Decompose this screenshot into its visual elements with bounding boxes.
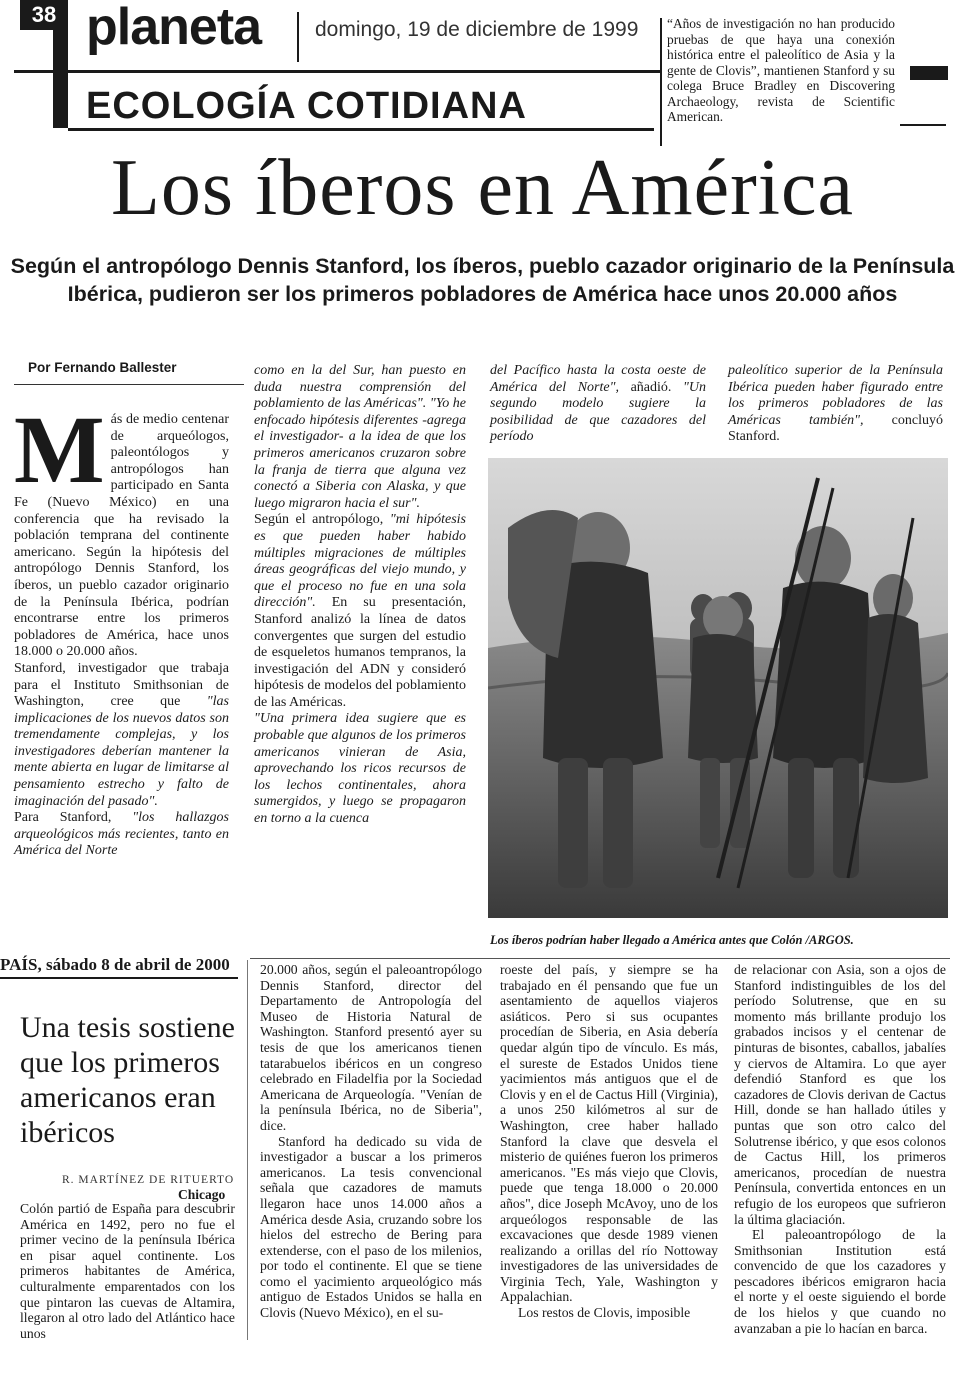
pull-quote: “Años de investigación no han producido pruebas de que haya una conexión histórica entre el paleolítico de Asia y la gente de Clovis”, mantienen Stanford y su colega Bruce Bradley en Discovering Archaeology, revista de Scientific American. [667, 16, 895, 124]
quote-text: "los hallazgos arqueológicos más recientes, tanto en América del Norte [14, 810, 229, 859]
article2-column-3 [500, 962, 718, 1321]
page-number: 38 [20, 0, 68, 30]
article2-column-2 [260, 962, 482, 1321]
article-column-2 [254, 363, 466, 828]
paragraph: 20.000 años, según el paleoantropólogo Dennis Stanford, director del Departamento de Antropología del Museo de Historia Natural de Washington. Stanford presentó ayer su tesis de que los americanos tienen tatarabuelos ibéricos en un congreso celebrado en Filadelfia por la Sociedad Americana de Arqueología. "Venían de la península Ibérica, no de Siberia", dice. [260, 962, 482, 1133]
article2-column-1 [20, 1201, 235, 1341]
article2-headline: Una tesis sostiene que los primeros americanos eran ibéricos [20, 1011, 235, 1149]
byline: Por Fernando Ballester [28, 360, 177, 375]
paragraph: El paleoantropólogo de la Smithsonian Institution está convencido de que los cazadores y pescadores ibéricos emigraron hacia el norte y el oeste siguiendo el borde de los hielos y que cuando no avanzaban a pie lo hacían en barca. [734, 1227, 946, 1336]
article-headline: Los íberos en América [111, 144, 854, 232]
article-column-4 [728, 363, 943, 446]
paragraph: En su presentación, Stanford analizó la línea de datos convergentes que surgen del estudio de esqueletos humanos tempranos, la investigación del ADN y consideró hipótesis de modelos del poblamiento de las Américas. [254, 595, 466, 710]
quote-bar [910, 66, 948, 80]
quote-rule [900, 124, 946, 126]
paragraph: de relacionar con Asia, son a ojos de Stanford indistinguibles de los del período Solutrense, que en su momento más brillante produjo los grabados incisos y el centenar de pinturas de bisontes, caballos, jabalíes y ciervos de Altamira. Lo que ayer defendió Stanford es que los cazadores de Clovis derivan de Cactus Hill, donde se han hallado útiles y puntas que son otro calco del Solutrense ibérico, y que esos colonos de Cactus Hill, los primeros americanos, procedían de nuestra Península, convertida entonces en un refugio de los europeos que sufrieron la última glaciación. [734, 962, 946, 1227]
section-divider [250, 958, 950, 959]
subsection-title: ECOLOGÍA COTIDIANA [86, 85, 527, 127]
paragraph: Los restos de Clovis, imposible [518, 1305, 691, 1321]
subsection-rule [68, 128, 654, 131]
article-column-1 [14, 396, 229, 860]
quote-text: "Un segundo modelo sugiere la posibilidad de que cazadores del período [490, 379, 706, 445]
article2-column-4 [734, 962, 946, 1336]
paragraph: Stanford, investigador que trabaja para el Instituto Smithsonian de Washington, cree que [14, 660, 229, 710]
paragraph: ás de medio centenar de arqueólogos, paleontólogos y antropólogos han participado en Santa Fe (Nuevo México) en una conferencia que ha revisado la población temprana del continente americano. Según la hipótesis del antropólogo Dennis Stanford, los íberos, un pueblo cazador originario de la Península Ibérica, podrían encontrarse entre los primeros pobladores de América, hace unos 18.000 o 20.000 años. [14, 412, 229, 660]
publication-date: domingo, 19 de diciembre de 1999 [315, 18, 639, 41]
caption-credit: /ARGOS. [802, 933, 854, 947]
article2-location: Chicago [178, 1187, 226, 1202]
paragraph: concluyó Stanford. [728, 412, 943, 445]
paragraph: Según el antropólogo, [254, 512, 390, 528]
header-separator [297, 12, 299, 62]
paragraph: Colón partió de España para descubrir América en 1492, pero no fue el primer vecino de la península Ibérica en pisar aquel continente. Los primeros habitantes de América, culturalmente emparentados con los que pintaron las cuevas de Altamira, llegaron al otro lado del Atlántico hace unos [20, 1201, 235, 1341]
quote-text: "mi hipótesis es que pueden haber habido múltiples migraciones de múltiples áreas geográficas del viejo mundo, y que el proceso no fue en una sola dirección". [254, 512, 466, 611]
photo-caption [490, 933, 854, 948]
left-black-bar [53, 30, 68, 128]
article2-byline: R. MARTÍNEZ DE RITUERTO [62, 1174, 235, 1186]
quote-text: del Pacífico hasta la costa oeste de América del Norte", [490, 363, 706, 395]
quote-divider [660, 18, 662, 146]
illustration-drawing [488, 458, 948, 918]
paragraph: Stanford ha dedicado su vida de investigador a buscar a los primeros americanos. La tesis convencional señala que cazadores de mamuts llegaron hace unos 14.000 años a América desde Asia, cruzando sobre los hielos del estrecho de Bering para extenderse, con el paso de los milenios, por todo el continente. El que se tiene como el yacimiento arqueológico más antiguo de Estados Unidos se halla en Clovis (Nuevo México), en el su- [260, 1133, 482, 1321]
quote-text: como en la del Sur, han puesto en duda nuestra comprensión del poblamiento de las Américas". "Yo he enfocado hipótesis diferentes -agrega el investigador- a la idea de que los primeros americanos cruzaron sobre la franja de tierra que alguna vez conectó a Siberia con Alaska, y que luego migraron hacia el sur". [254, 363, 466, 511]
article-column-3 [490, 363, 706, 446]
paragraph: roeste del país, y siempre se ha trabajado en él pensando que fue un asentamiento de aquellos viajeros asiáticos. Pero si sus ocupantes procedían de Siberia, en Asia debería quedar algún tipo de vínculo. Es más, el sureste de Estados Unidos tiene yacimientos más antiguos que el de Clovis y en el de Cactus Hill (Virginia), a unos 250 kilómetros al sur de Washington, cree haber hallado Stanford la clave que desvela el misterio de quiénes fueron los primeros americanos. "Es más viejo que Clovis, puede que tenga 18.000 o 20.000 años", dice Joseph McAvoy, uno de los arqueólogos responsable de las excavaciones que desde 1989 vienen realizando a orillas del río Nottoway investigadores de las universidades de Virginia Tech, Yale, Washington y Appalachian. [500, 962, 718, 1305]
article-subhead: Según el antropólogo Dennis Stanford, los íberos, pueblo cazador originario de la Península Ibérica, pudieron ser los primeros pobladores de América hace unos 20.000 años [10, 254, 955, 306]
quote-text: paleolítico superior de la Península Ibérica pueden haber figurado entre los primeros pobladores de las Américas también", [728, 363, 943, 428]
drop-cap: M [14, 396, 105, 503]
paragraph: Para Stanford, [14, 810, 133, 826]
section-title: planeta [86, 0, 262, 56]
byline-rule [14, 384, 244, 385]
illustration-hunters [488, 458, 948, 918]
source-line: PAÍS, sábado 8 de abril de 2000 [0, 955, 230, 974]
caption-text: Los íberos podrían haber llegado a América antes que Colón [490, 933, 803, 947]
source-rule [0, 977, 238, 979]
paragraph: añadió. [618, 379, 683, 395]
header-rule [14, 70, 660, 73]
column-divider [247, 960, 248, 1340]
quote-text: "Una primera idea sugiere que es probable que algunos de los primeros americanos vinieran de Asia, aprovechando los ricos recursos de los lechos continentales, ahora sumergidos, y luego se propagaron en torno a la cuenca [254, 711, 466, 827]
quote-text: "las implicaciones de los nuevos datos son tremendamente complejas, y los investigadores deberían mantener la mente abierta en lugar de limitarse al pensamiento estrecho y falto de imaginación del pasado". [14, 694, 229, 809]
